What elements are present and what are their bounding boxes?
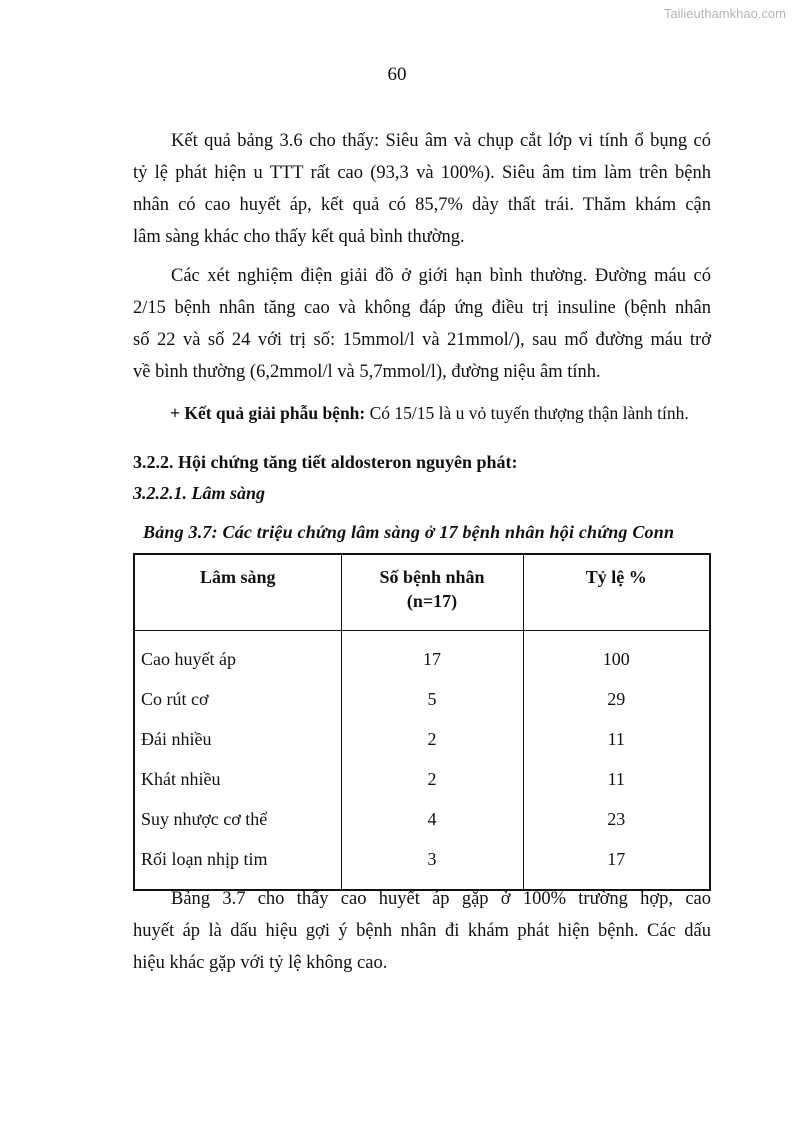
section-heading: 3.2.2. Hội chứng tăng tiết aldosteron nguyên phát: [133,452,518,472]
cell-symptom: Rối loạn nhịp tim [134,839,341,890]
table-caption: Bảng 3.7: Các triệu chứng lâm sàng ở 17 bệnh nhân hội chứng Conn [143,522,675,542]
text-line: Bảng 3.7 cho thấy cao huyết áp gặp ở 100% trường hợp, cao [171,889,711,909]
cell-count: 2 [341,719,523,759]
text-line: hiệu khác gặp với tỷ lệ không cao. [133,953,388,973]
cell-symptom: Suy nhược cơ thể [134,799,341,839]
table-row [134,679,710,719]
text-line: huyết áp là dấu hiệu gợi ý bệnh nhân đi khám phát hiện bệnh. Các dấu [133,921,711,941]
cell-count: 17 [341,631,523,680]
text-line: Kết quả bảng 3.6 cho thấy: Siêu âm và chụp cắt lớp vi tính ổ bụng có [171,131,711,151]
header-patients [341,554,523,631]
table-header-row [134,554,710,631]
header-patients-line1: Số bệnh nhân [379,567,485,587]
pathology-text: Có 15/15 là u vỏ tuyến thượng thận lành tính. [365,403,689,423]
cell-symptom: Co rút cơ [134,679,341,719]
table-row [134,631,710,680]
table-row [134,799,710,839]
text-line: nhân có cao huyết áp, kết quả có 85,7% dày thất trái. Thăm khám cận [133,195,711,215]
pathology-label: + Kết quả giải phẫu bệnh: [170,403,366,423]
cell-percent: 29 [523,679,710,719]
pathology-result [170,403,689,424]
text-line: về bình thường (6,2mmol/l và 5,7mmol/l), đường niệu âm tính. [133,362,601,382]
cell-count: 5 [341,679,523,719]
page-number: 60 [387,64,407,85]
cell-percent: 17 [523,839,710,890]
watermark: Tailieuthamkhao.com [663,6,786,21]
subsection-heading: 3.2.2.1. Lâm sàng [133,483,266,503]
cell-symptom: Khát nhiều [134,759,341,799]
paragraph-lab-results [133,260,711,388]
paragraph-imaging-results [133,125,711,253]
table-row [134,759,710,799]
cell-percent: 100 [523,631,710,680]
cell-symptom: Cao huyết áp [134,631,341,680]
cell-percent: 23 [523,799,710,839]
table-row [134,719,710,759]
cell-count: 2 [341,759,523,799]
cell-count: 3 [341,839,523,890]
text-line: tỷ lệ phát hiện u TTT rất cao (93,3 và 100%). Siêu âm tim làm trên bệnh [133,163,711,183]
text-line: số 22 và số 24 với trị số: 15mmol/l và 21mmol/), sau mổ đường máu trở [133,330,711,350]
text-line: lâm sàng khác cho thấy kết quả bình thường. [133,227,465,247]
header-patients-line2: (n=17) [406,591,458,611]
text-line: Các xét nghiệm điện giải đồ ở giới hạn bình thường. Đường máu có [171,266,711,286]
header-percent: Tỷ lệ % [523,554,710,631]
cell-count: 4 [341,799,523,839]
cell-symptom: Đái nhiều [134,719,341,759]
paragraph-table-summary [133,883,711,979]
header-clinical: Lâm sàng [134,554,341,631]
cell-percent: 11 [523,719,710,759]
cell-percent: 11 [523,759,710,799]
symptoms-table [133,553,711,891]
text-line: 2/15 bệnh nhân tăng cao và không đáp ứng điều trị insuline (bệnh nhân [133,298,711,318]
